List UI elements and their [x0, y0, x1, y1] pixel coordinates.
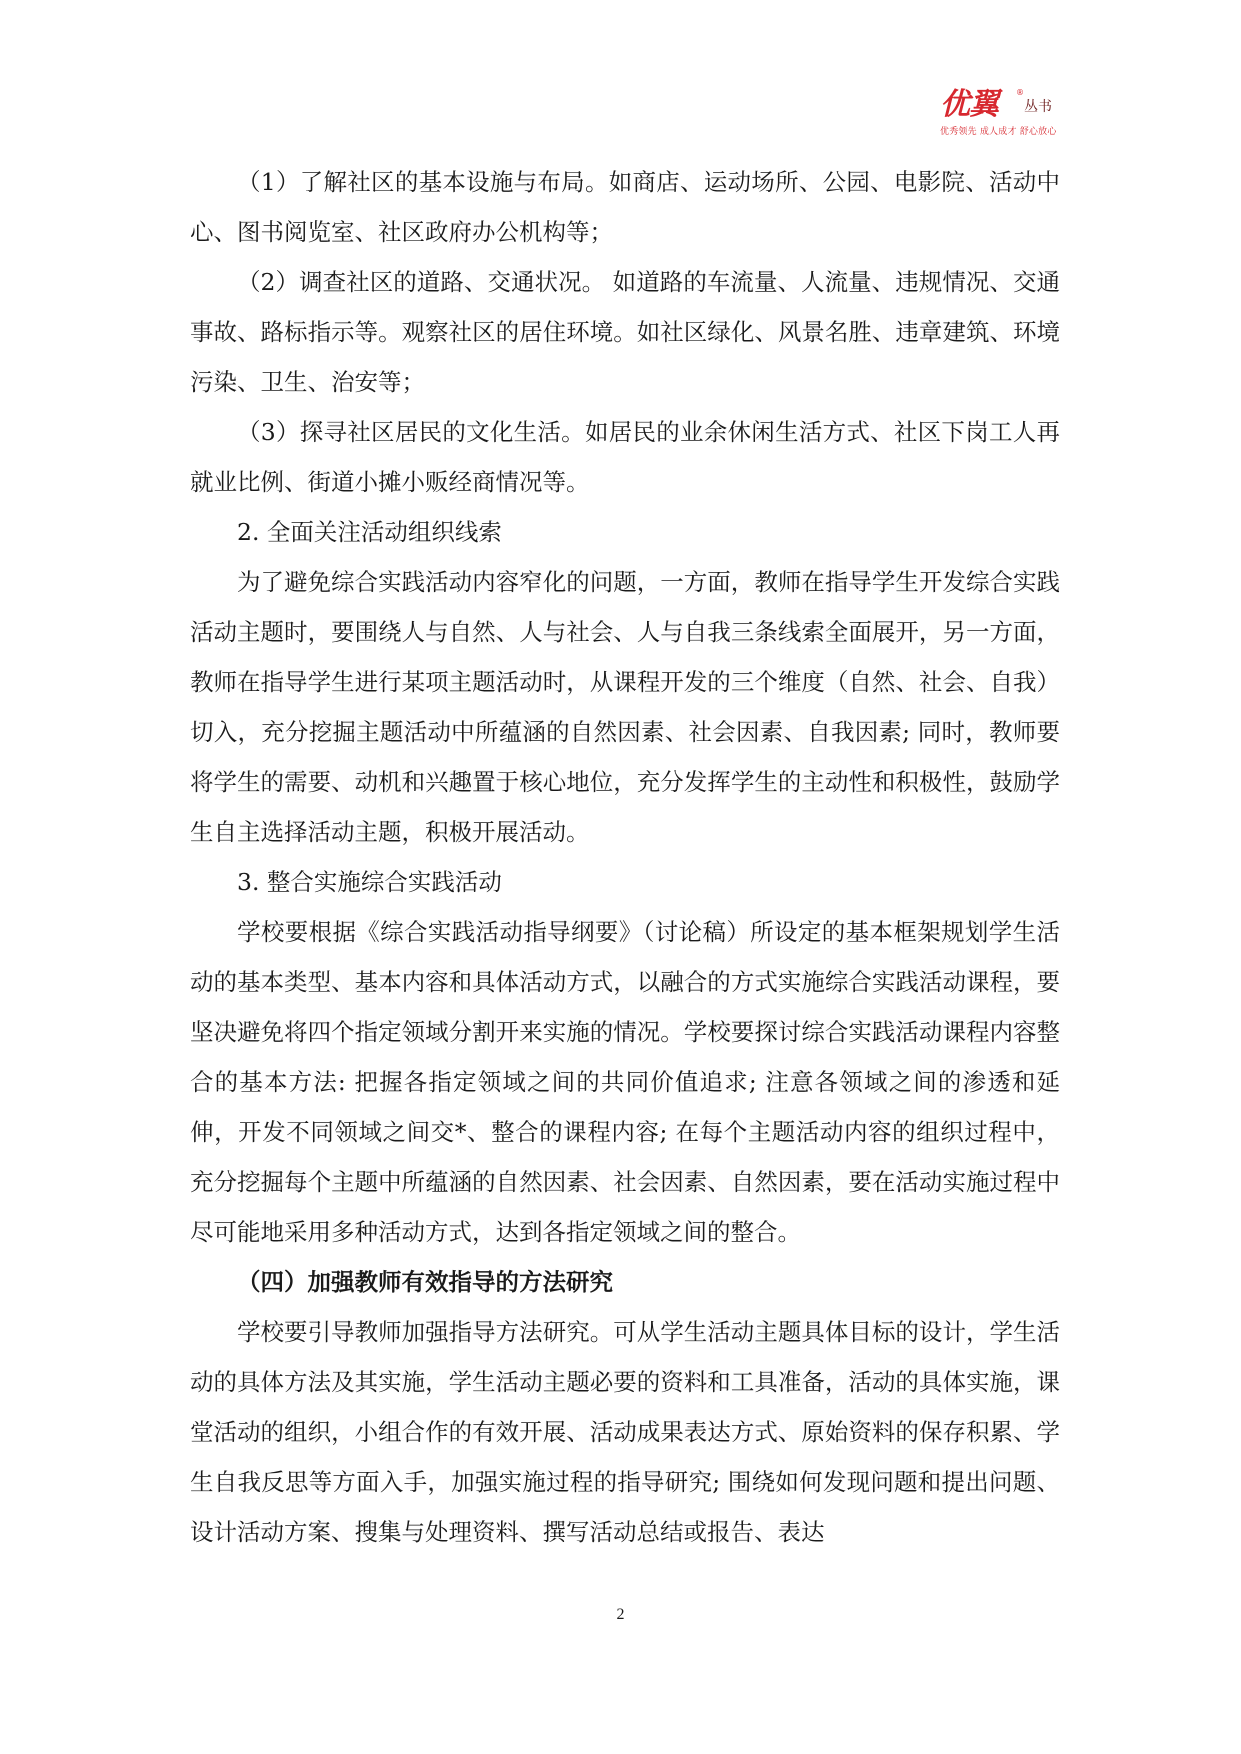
- logo-slogan: 优秀领先 成人成才 舒心放心: [940, 127, 1057, 137]
- paragraph-integrated-implementation: 学校要根据《综合实践活动指导纲要》（讨论稿）所设定的基本框架规划学生活动的基本类型、基本内容和具体活动方式，以融合的方式实施综合实践活动课程，要坚决避免将四个指定领域分割开来实施的情况。学校要探讨综合实践活动课程内容整合的基本方法: 把握各指定领域之间的共同价值追求; 注意各领域之间的渗透和延伸，开发不同领域之间交*、整合的课程内容; 在每个主题活动内容的组织过程中，充分挖掘每个主题中所蕴涵的自然因素、社会因素、自然因素，要在活动实施过程中尽可能地采用多种活动方式，达到各指定领域之间的整合。: [190, 918, 1060, 1246]
- paragraph-organization-clues: 为了避免综合实践活动内容窄化的问题，一方面，教师在指导学生开发综合实践活动主题时，要围绕人与自然、人与社会、人与自我三条线索全面展开，另一方面，教师在指导学生进行某项主题活动时，从课程开发的三个维度（自然、社会、自我）切入，充分挖掘主题活动中所蕴涵的自然因素、社会因素、自我因素; 同时，教师要将学生的需要、动机和兴趣置于核心地位，充分发挥学生的主动性和积极性，鼓励学生自主选择活动主题，积极开展活动。: [190, 568, 1060, 846]
- logo-brand: 优翼: [940, 87, 998, 122]
- subheading-organization-clues: 2. 全面关注活动组织线索: [237, 518, 502, 546]
- paragraph-item-3: （3）探寻社区居民的文化生活。如居民的业余休闲生活方式、社区下岗工人再就业比例、街道小摊小贩经商情况等。: [190, 418, 1060, 496]
- document-body: [190, 157, 1060, 1557]
- paragraph-item-2: （2）调查社区的道路、交通状况。 如道路的车流量、人流量、违规情况、交通事故、路标指示等。观察社区的居住环境。如社区绿化、风景名胜、违章建筑、环境污染、卫生、治安等；: [190, 268, 1060, 396]
- publisher-logo: [940, 88, 1080, 138]
- paragraph-teacher-guidance: 学校要引导教师加强指导方法研究。可从学生活动主题具体目标的设计，学生活动的具体方法及其实施，学生活动主题必要的资料和工具准备，活动的具体实施，课堂活动的组织，小组合作的有效开展、活动成果表达方式、原始资料的保存积累、学生自我反思等方面入手，加强实施过程的指导研究; 围绕如何发现问题和提出问题、设计活动方案、搜集与处理资料、撰写活动总结或报告、表达: [190, 1318, 1060, 1546]
- paragraph-item-1: （1）了解社区的基本设施与布局。如商店、运动场所、公园、电影院、活动中心、图书阅览室、社区政府办公机构等；: [190, 168, 1060, 246]
- page-number: 2: [616, 1606, 625, 1623]
- subheading-integrated-implementation: 3. 整合实施综合实践活动: [237, 868, 502, 896]
- logo-series-label: 丛书: [1024, 99, 1052, 115]
- logo-registered-mark: ®: [1016, 88, 1024, 97]
- section-heading-teacher-guidance: （四）加强教师有效指导的方法研究: [237, 1268, 613, 1296]
